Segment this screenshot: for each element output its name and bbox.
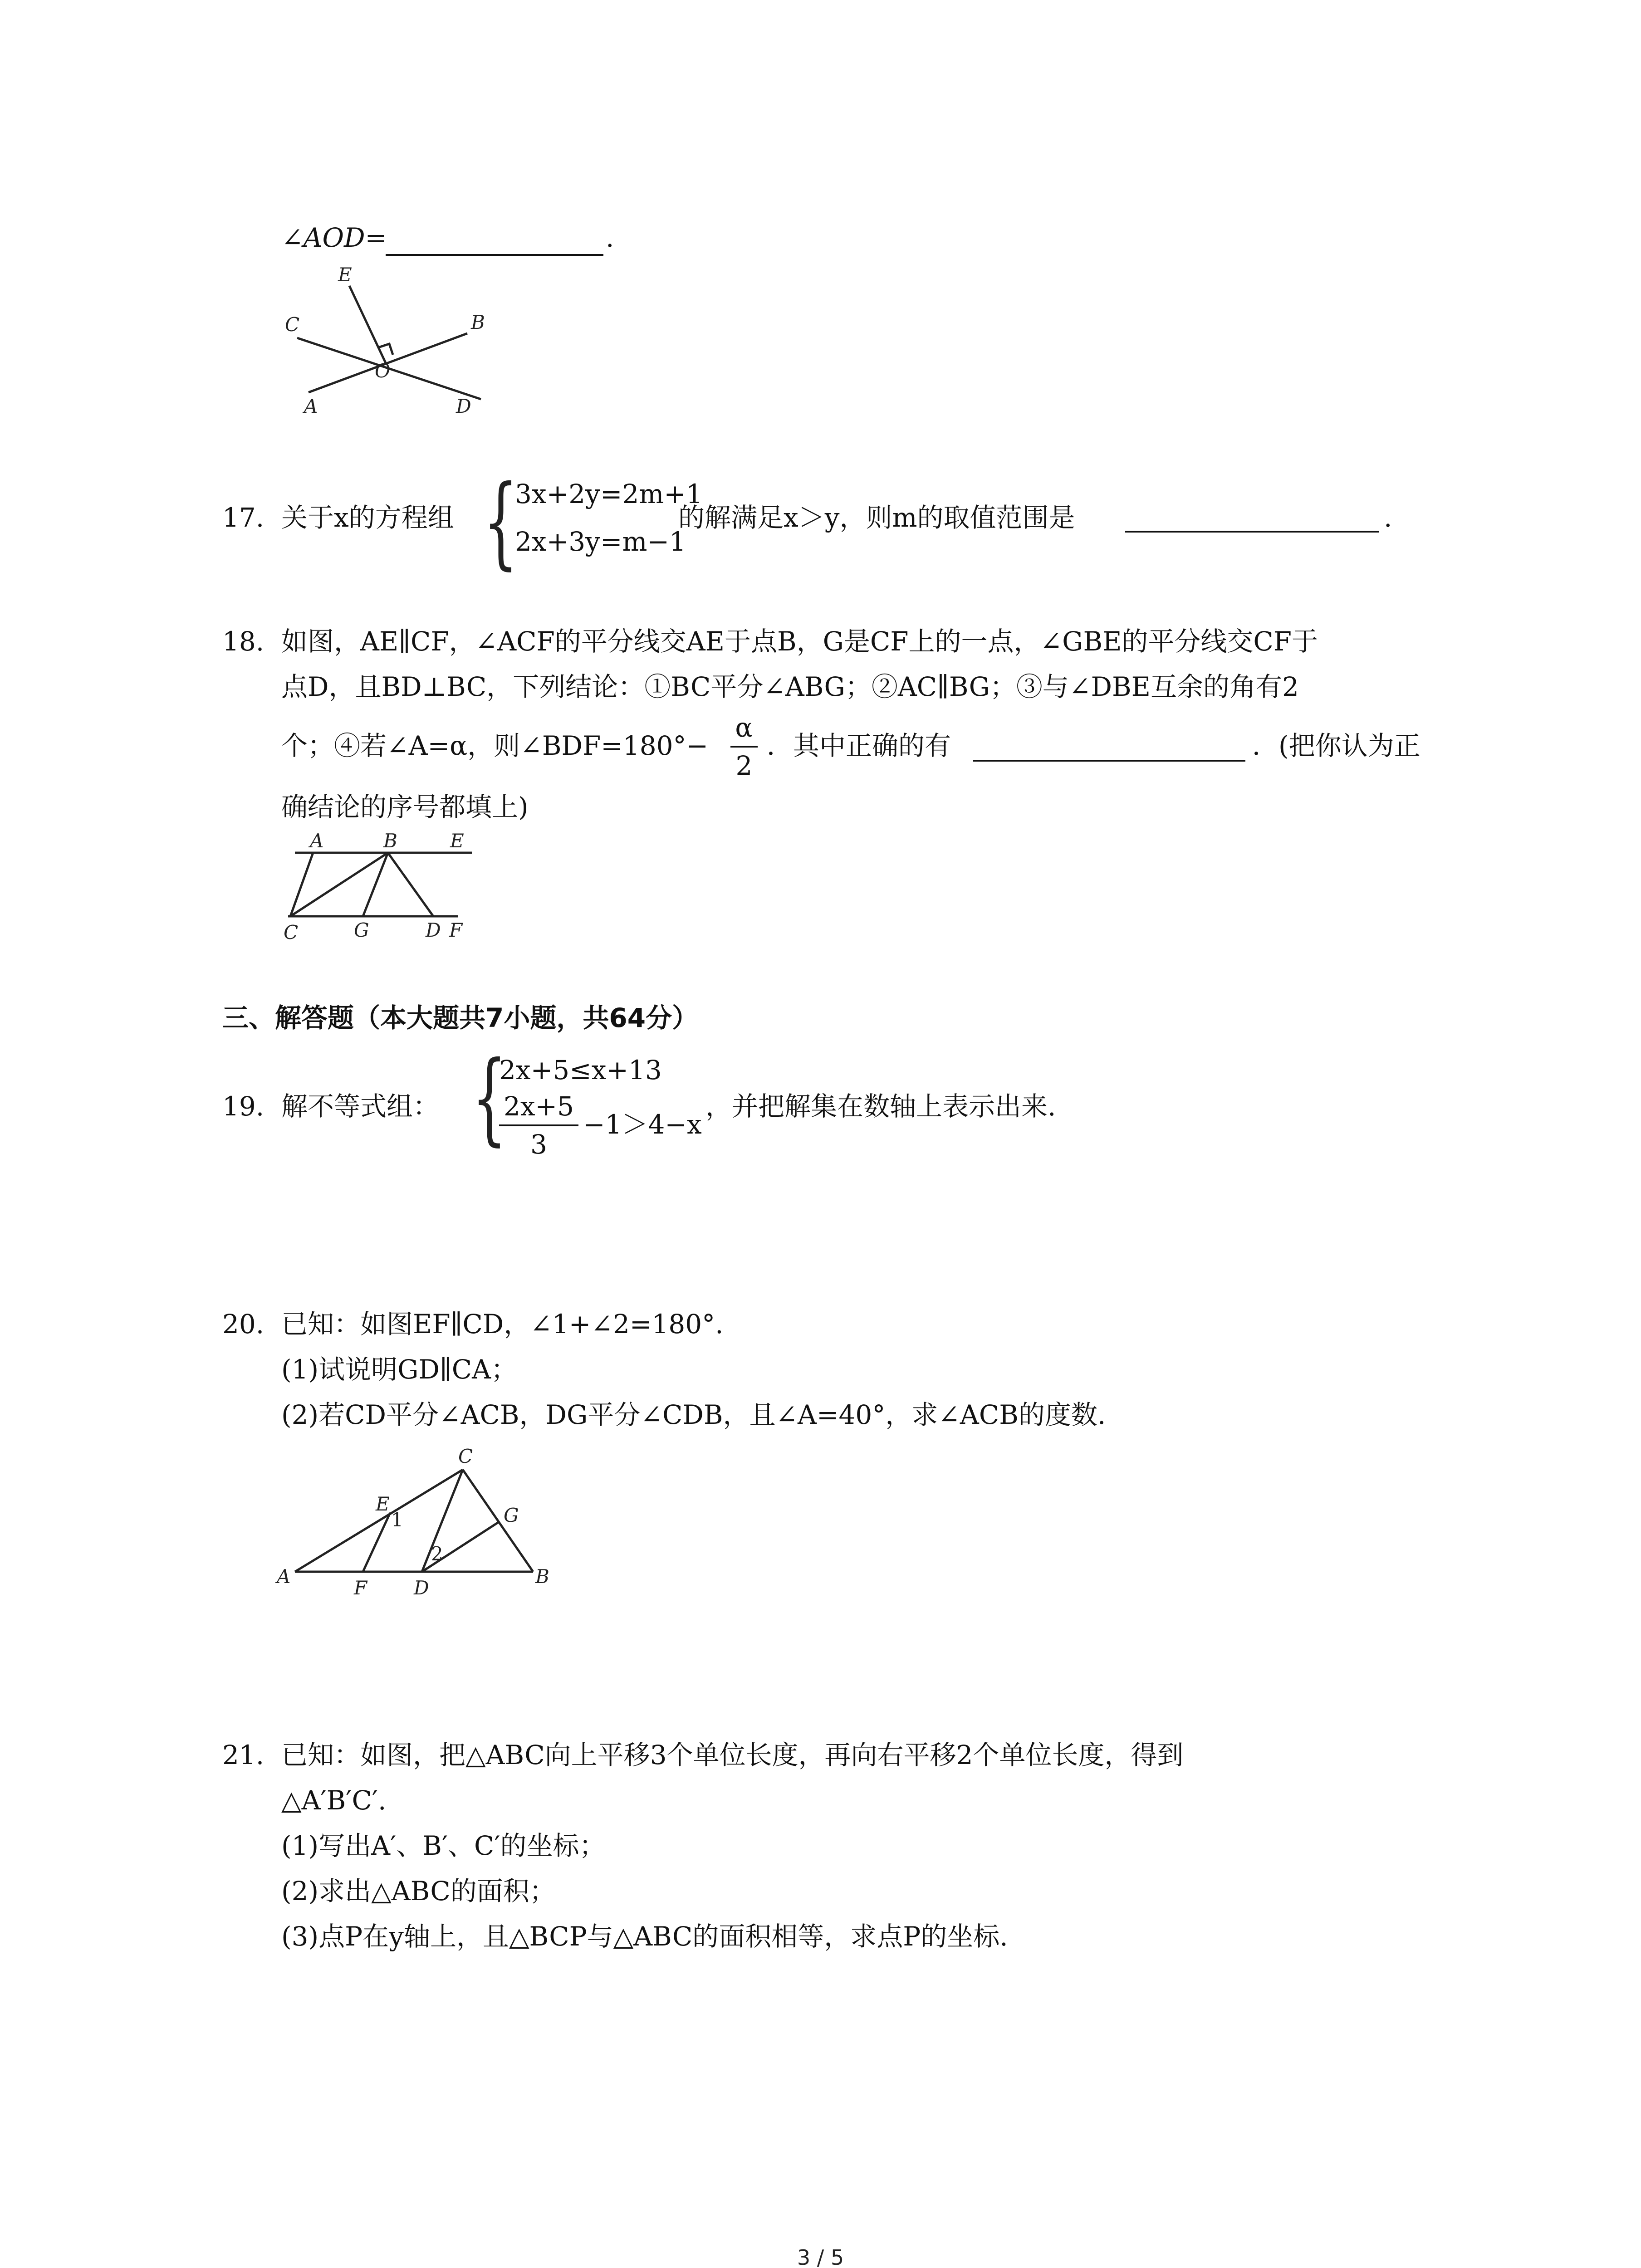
q21-line5: (3)点P在y轴上，且△BCP与△ABC的面积相等，求点P的坐标. [281, 1921, 1008, 1952]
q20-line3: (2)若CD平分∠ACB，DG平分∠CDB，且∠A=40°，求∠ACB的度数. [281, 1399, 1106, 1430]
q18-line1: 如图，AE∥CF，∠ACF的平分线交AE于点B，G是CF上的一点，∠GBE的平分线交CF于 [281, 626, 1318, 657]
q16-period: . [606, 222, 614, 253]
label-b: B [383, 830, 397, 852]
page-number: 3 / 5 [797, 2245, 844, 2268]
q20-line1: 已知：如图EF∥CD，∠1+∠2=180°. [281, 1309, 724, 1339]
q18-line4: 确结论的序号都填上) [281, 792, 529, 822]
label-a: A [310, 830, 324, 852]
q21-line2: △A′B′C′. [281, 1785, 387, 1816]
q19-post: ，并把解集在数轴上表示出来. [705, 1091, 1056, 1122]
label-f: F [449, 919, 463, 941]
q17-brace: { [483, 464, 518, 580]
q18-frac-num: α [735, 712, 753, 743]
q17-pre: 关于x的方程组 [281, 502, 454, 533]
q19-frac-num: 2x+5 [503, 1091, 574, 1122]
label-g: G [354, 919, 369, 941]
q21-line4: (2)求出△ABC的面积； [281, 1876, 556, 1906]
q18-line3c: ．(把你认为正 [1252, 730, 1421, 761]
q18-line3a: 个；④若∠A=α，则∠BDF=180°− [281, 730, 709, 761]
q21-number: 21. [222, 1740, 265, 1770]
q21-line3: (1)写出A′、B′、C′的坐标； [281, 1830, 606, 1861]
q19-pre: 解不等式组： [281, 1091, 440, 1122]
q18-line3b: ．其中正确的有 [767, 730, 951, 761]
q18-frac-den: 2 [735, 750, 753, 781]
label-c: C [284, 921, 299, 943]
q20-line2: (1)试说明GD∥CA； [281, 1354, 518, 1385]
q19-frac-den: 3 [530, 1129, 547, 1160]
label-a: A [304, 395, 318, 417]
label-d: D [456, 395, 471, 417]
q21-line1: 已知：如图，把△ABC向上平移3个单位长度，再向右平移2个单位长度，得到 [281, 1740, 1184, 1770]
label-angle-1: 1 [391, 1509, 403, 1531]
q18-line2: 点D，且BD⊥BC，下列结论：①BC平分∠ABG；②AC∥BG；③与∠DBE互余的角有2 [281, 671, 1299, 702]
q19-number: 19. [222, 1091, 265, 1122]
label-o: O [375, 360, 391, 382]
label-a: A [277, 1565, 291, 1588]
q17-number: 17. [222, 502, 265, 533]
label-angle-2: 2 [431, 1543, 443, 1565]
label-e: E [376, 1493, 390, 1515]
label-c: C [285, 313, 300, 336]
label-b: B [471, 311, 485, 333]
label-f: F [354, 1577, 367, 1599]
q17-period: . [1384, 502, 1392, 533]
label-e: E [338, 264, 352, 286]
q19-ineq2-tail: −1＞4−x [583, 1109, 702, 1140]
q18-number: 18. [222, 626, 265, 657]
q20-number: 20. [222, 1309, 265, 1339]
q19-ineq1: 2x+5≤x+13 [499, 1055, 662, 1085]
segment-cb [463, 1470, 533, 1572]
label-d: D [414, 1577, 429, 1599]
label-d: D [426, 919, 441, 941]
label-g: G [504, 1504, 519, 1526]
q17-post: 的解满足x＞y，则m的取值范围是 [678, 502, 1075, 533]
q16-text: ∠AOD= [281, 222, 387, 253]
label-b: B [535, 1565, 549, 1588]
q17-eq1: 3x+2y=2m+1 [515, 479, 703, 509]
q19-brace: { [472, 1040, 507, 1156]
section-3-heading: 三、解答题（本大题共7小题，共64分） [222, 1002, 699, 1033]
label-c: C [458, 1445, 473, 1467]
q17-eq2: 2x+3y=m−1 [515, 526, 686, 557]
label-e: E [450, 830, 464, 852]
